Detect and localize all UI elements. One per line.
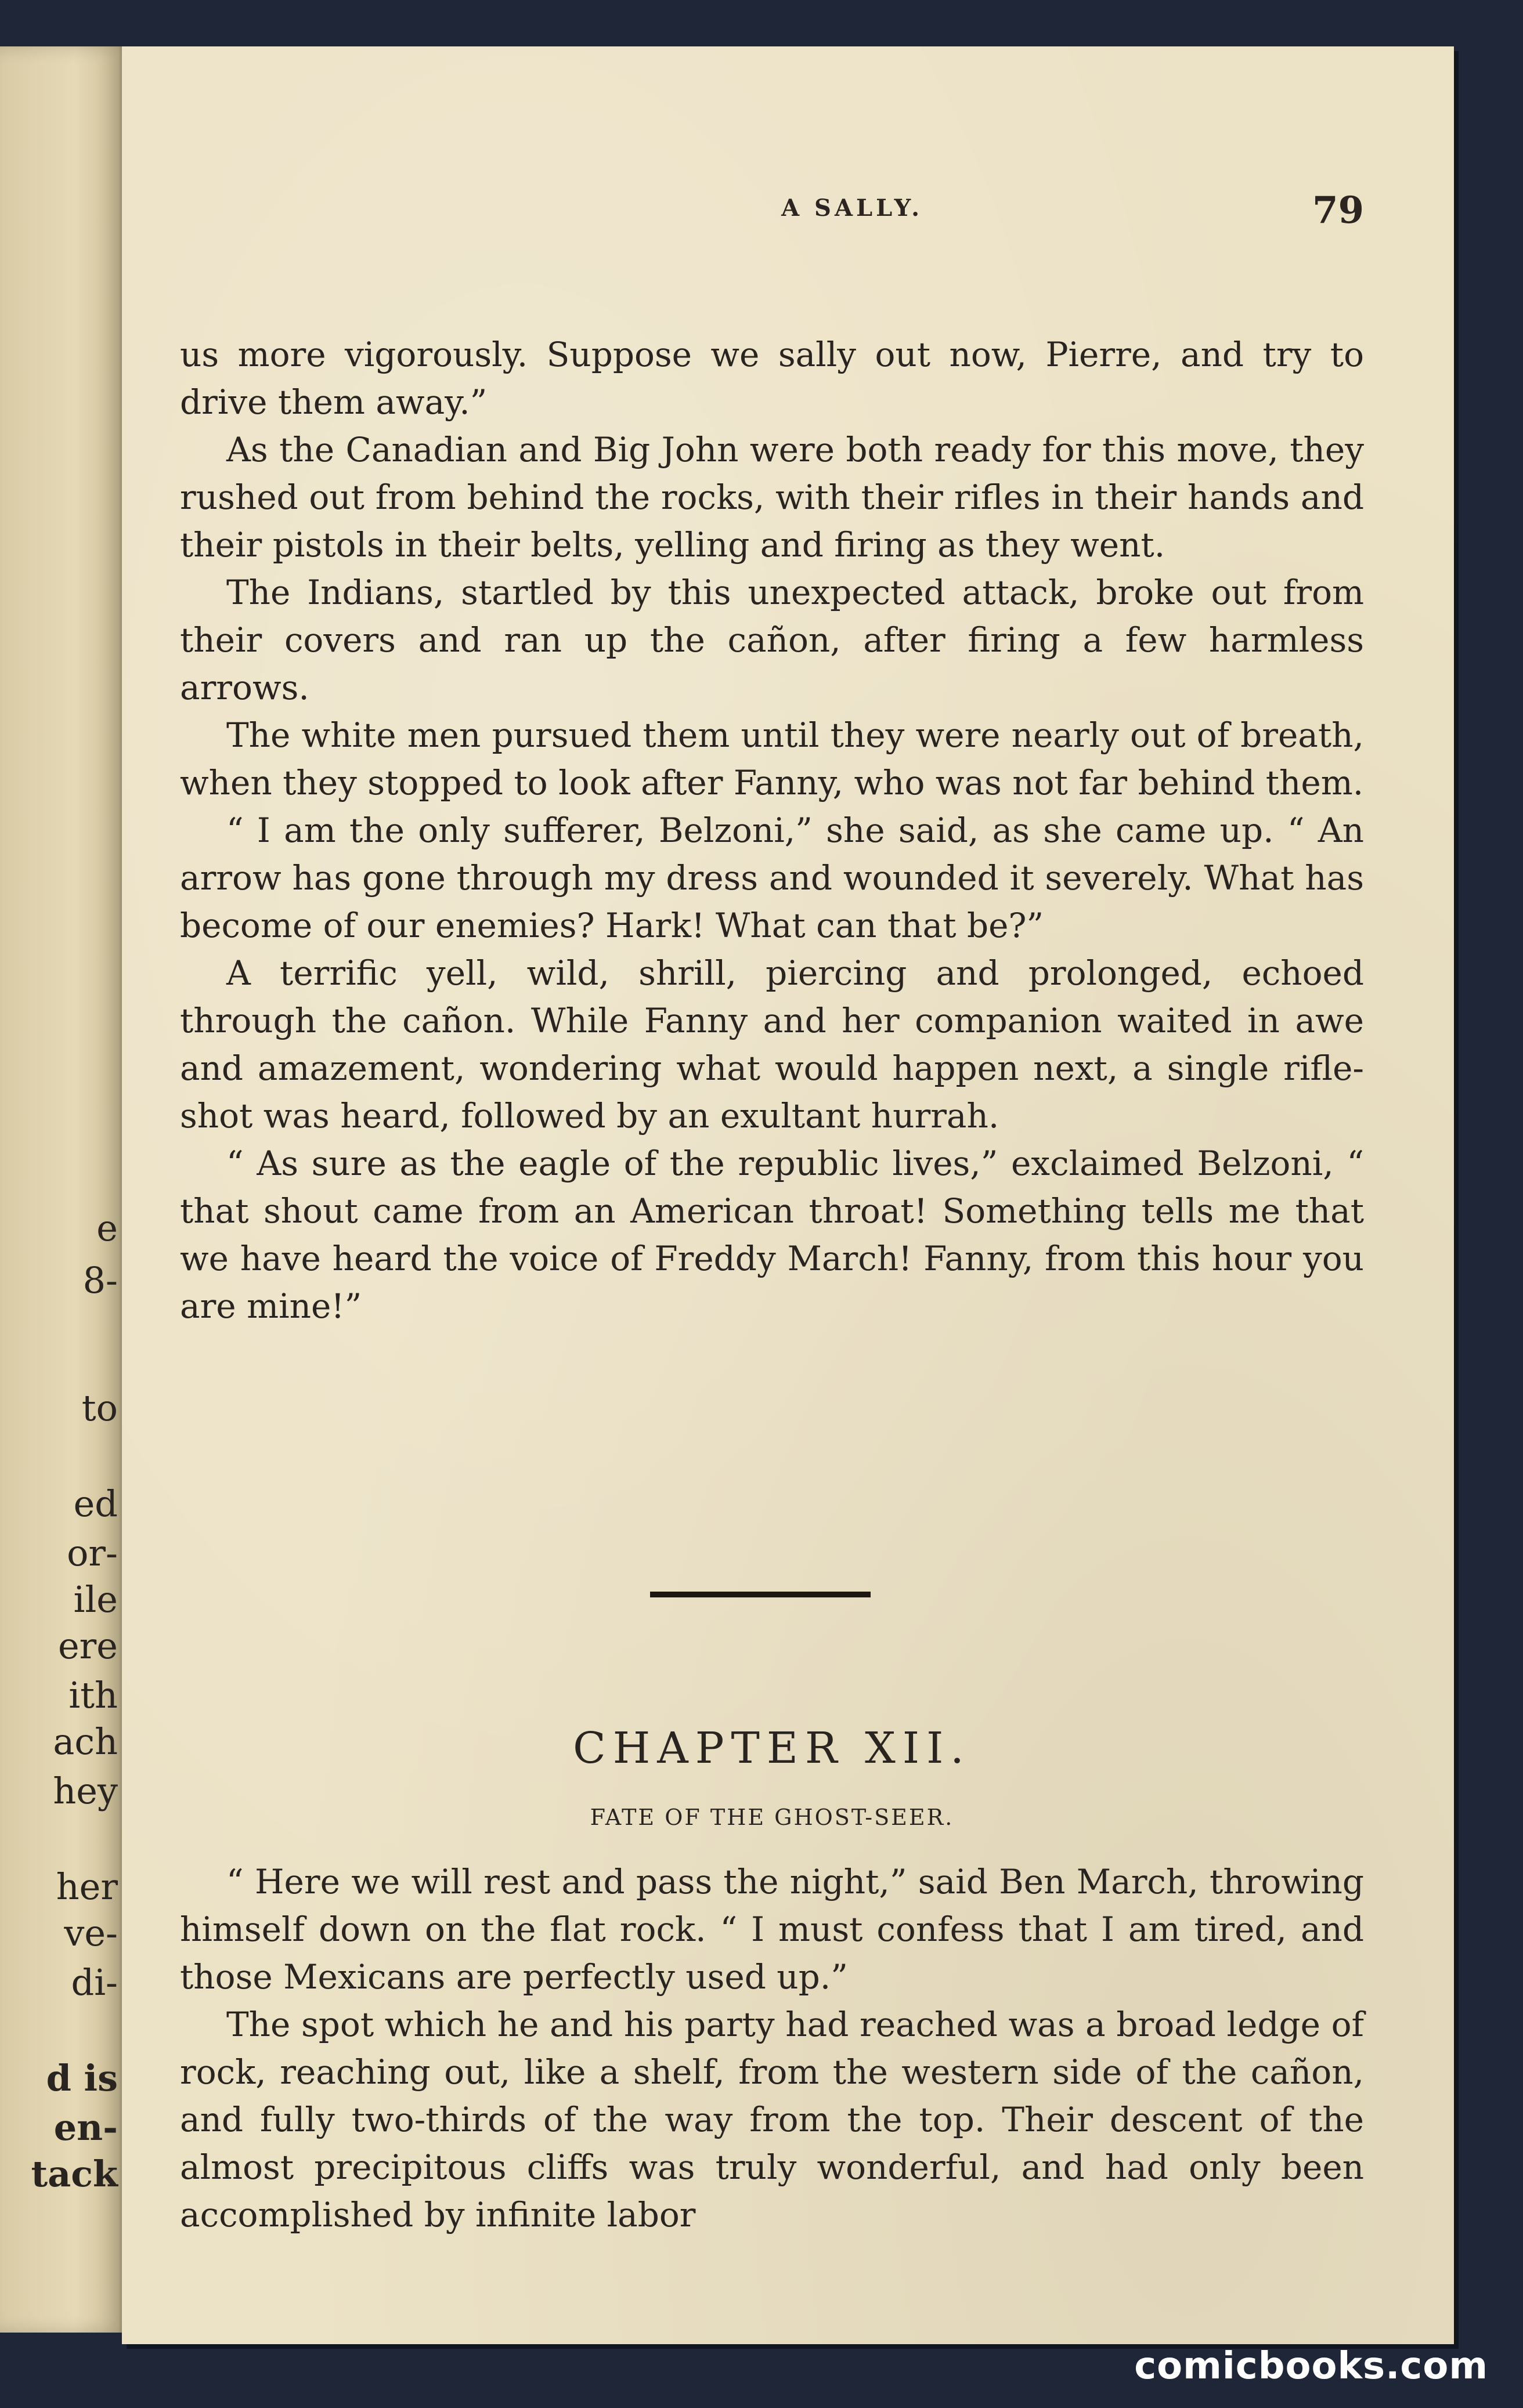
page-content — [180, 46, 1364, 2344]
book-page — [122, 46, 1454, 2344]
prev-page-fragment: 8- — [82, 1259, 118, 1301]
prev-page-fragment: to — [81, 1387, 118, 1429]
prev-page-fragment: en- — [53, 2106, 118, 2149]
running-head — [180, 189, 1364, 235]
paragraph: As the Canadian and Big John were both ready for this move, they rushed out from behind the rocks, with their rifles in their hands and their pistols in their belts, yelling and firing as they went. — [180, 430, 1364, 565]
prev-page-fragment: ile — [73, 1578, 118, 1621]
page-number: 79 — [1312, 189, 1364, 232]
prev-page-fragment: tack — [31, 2153, 118, 2195]
paragraph: “ Here we will rest and pass the night,” said Ben March, throwing himself down on the flat rock. “ I must confess that I am tired, and those Mexicans are perfectly used up.” — [180, 1862, 1364, 1997]
prev-page-fragment: ed — [73, 1483, 118, 1525]
previous-page-edge — [0, 46, 128, 2333]
prev-page-fragment: ere — [57, 1625, 118, 1667]
paragraph: “ As sure as the eagle of the republic lives,” exclaimed Belzoni, “ that shout came from an American throat! Something tells me that we have heard the voice of Freddy March! Fanny, from this hour you are mine!” — [180, 1144, 1364, 1326]
watermark: comicbooks.com — [1134, 2345, 1488, 2388]
paragraph: The white men pursued them until they were nearly out of breath, when they stopped to look after Fanny, who was not far behind them. — [180, 715, 1364, 802]
prev-page-fragment: e — [96, 1207, 118, 1249]
prev-page-fragment: ve- — [64, 1912, 118, 1954]
prev-page-fragment: di- — [71, 1961, 118, 2004]
section-divider — [650, 1592, 871, 1597]
paragraph: The spot which he and his party had reached was a broad ledge of rock, reaching out, like a shelf, from the western side of the cañon, and fully two-thirds of the way from the top. Their descent of the almost precipitous cliffs was truly wonderful, and had only been accomplished by infinite labor — [180, 2005, 1364, 2235]
prev-page-fragment: or- — [67, 1532, 118, 1574]
prev-page-fragment: her — [56, 1865, 118, 1908]
chapter-title: CHAPTER XII. — [573, 1723, 971, 1773]
body-text — [180, 331, 1364, 1330]
chapter-subtitle: FATE OF THE GHOST-SEER. — [590, 1805, 954, 1830]
paragraph: “ I am the only sufferer, Belzoni,” she said, as she came up. “ An arrow has gone through my dress and wounded it severely. What has become of our enemies? Hark! What can that be?” — [180, 811, 1364, 945]
paragraph: A terrific yell, wild, shrill, piercing and prolonged, echoed through the cañon. While Fanny and her companion waited in awe and amazement, wondering what would happen next, a single rifle-shot was heard, followed by an exultant hurrah. — [180, 953, 1364, 1136]
chapter-text — [180, 1858, 1364, 2239]
paragraph: The Indians, startled by this unexpected attack, broke out from their covers and ran up the cañon, after firing a few harmless arrows. — [180, 573, 1364, 707]
prev-page-fragment: hey — [53, 1770, 118, 1812]
prev-page-fragment: d is — [46, 2057, 118, 2099]
running-title: A SALLY. — [781, 194, 923, 222]
prev-page-fragment: ith — [68, 1674, 118, 1716]
paragraph: us more vigorously. Suppose we sally out now, Pierre, and try to drive them away.” — [180, 335, 1364, 422]
prev-page-fragment: ach — [53, 1720, 118, 1763]
